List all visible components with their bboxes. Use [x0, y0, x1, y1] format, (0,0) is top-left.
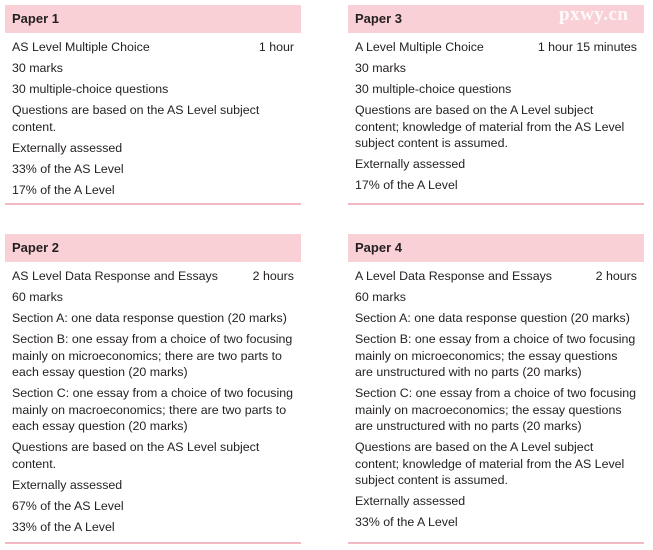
- card-line: 30 marks: [12, 60, 63, 75]
- card-line: Externally assessed: [355, 494, 466, 509]
- card-line: Questions are based on the A Level subject content; knowledge of material from the AS Level subject content is assumed.: [355, 440, 625, 488]
- component-row: [355, 268, 637, 285]
- card-bottom-rule: [5, 203, 301, 205]
- paper-3-card: [348, 5, 644, 198]
- watermark: pxwy.cn: [559, 4, 629, 25]
- card-line: 30 multiple-choice questions: [12, 81, 169, 96]
- card-title: Paper 1: [5, 5, 301, 33]
- card-line: 33% of the A Level: [355, 515, 458, 530]
- card-line: Section C: one essay from a choice of two focusing mainly on macroeconomics; the essay questions are unstructured with no parts (20 marks): [355, 386, 636, 434]
- card-line: 60 marks: [12, 289, 63, 304]
- card-line: 17% of the A Level: [12, 182, 115, 197]
- card-title: Paper 4: [348, 234, 644, 262]
- card-line: Externally assessed: [12, 140, 123, 155]
- duration: 1 hour 15 minutes: [537, 40, 637, 54]
- card-title: Paper 3: [348, 5, 644, 33]
- component-row: [12, 268, 294, 285]
- card-bottom-rule: [348, 542, 644, 544]
- paper-2-card: [5, 234, 301, 540]
- card-line: 30 multiple-choice questions: [355, 81, 512, 96]
- card-line: Section C: one essay from a choice of two focusing mainly on macroeconomics; there are two parts to each essay question (20 marks): [12, 386, 293, 434]
- card-bottom-rule: [348, 203, 644, 205]
- card-line: Questions are based on the AS Level subject content.: [12, 102, 260, 134]
- card-line: 33% of the AS Level: [12, 161, 124, 176]
- duration: 2 hours: [252, 269, 294, 283]
- component-name: A Level Data Response and Essays: [355, 269, 552, 283]
- card-line: Section B: one essay from a choice of two focusing mainly on microeconomics; there are two parts to each essay question (20 marks): [12, 331, 293, 380]
- card-line: Section A: one data response question (20 marks): [355, 310, 630, 325]
- card-line: Section B: one essay from a choice of two focusing mainly on microeconomics; the essay questions are unstructured with no parts (20 marks): [355, 331, 636, 380]
- card-line: Questions are based on the AS Level subject content.: [12, 440, 260, 471]
- component-name: A Level Multiple Choice: [355, 40, 484, 54]
- card-line: Externally assessed: [12, 477, 123, 492]
- card-line: 33% of the A Level: [12, 519, 115, 534]
- component-name: AS Level Data Response and Essays: [12, 269, 218, 283]
- component-row: [12, 39, 294, 56]
- card-line: 17% of the A Level: [355, 178, 458, 193]
- card-line: 67% of the AS Level: [12, 498, 124, 513]
- card-line: Section A: one data response question (20 marks): [12, 310, 287, 325]
- paper-1-card: [5, 5, 301, 202]
- paper-4-card: [348, 234, 644, 535]
- duration: 1 hour: [258, 40, 294, 54]
- card-title: Paper 2: [5, 234, 301, 262]
- card-bottom-rule: [5, 542, 301, 544]
- card-line: 60 marks: [355, 289, 406, 304]
- card-line: Questions are based on the A Level subject content; knowledge of material from the AS Level subject content is assumed.: [355, 102, 625, 151]
- component-name: AS Level Multiple Choice: [12, 40, 150, 54]
- duration: 2 hours: [595, 269, 637, 283]
- component-row: [355, 39, 637, 56]
- card-line: Externally assessed: [355, 157, 466, 172]
- card-line: 30 marks: [355, 60, 406, 75]
